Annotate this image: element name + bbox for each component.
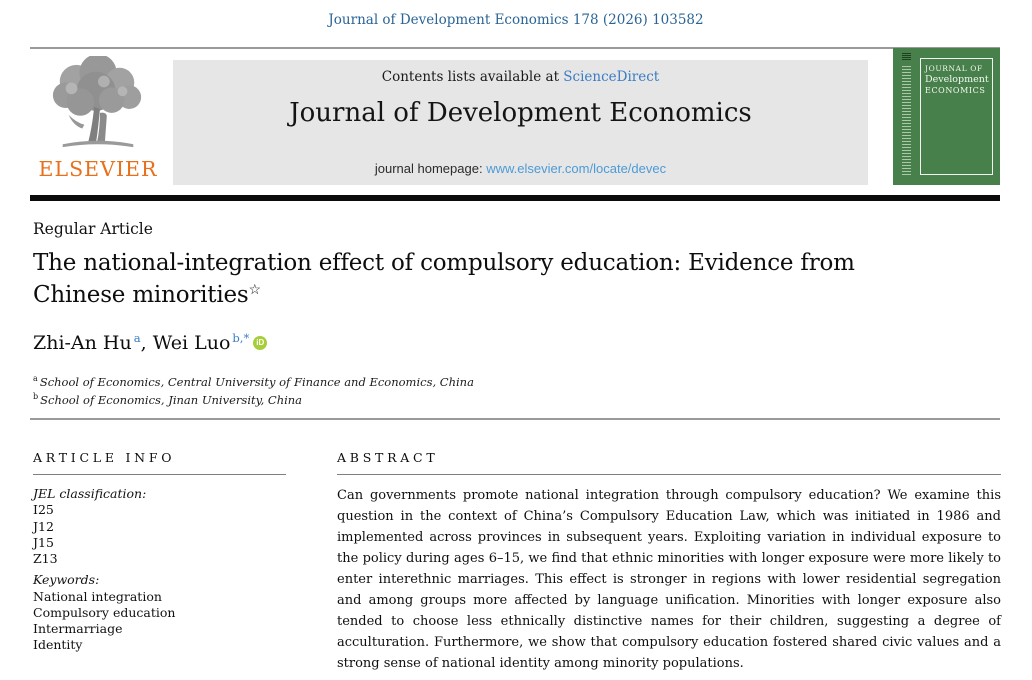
elsevier-wordmark: ELSEVIER [38,157,158,181]
author-separator: , [140,332,153,354]
contents-line [173,60,868,85]
article-info-heading: ARTICLE INFO [33,450,176,465]
abstract-rule [337,474,1001,475]
author-name: Zhi-An Hu [33,332,132,354]
affiliation-mark: b [33,391,39,401]
abstract-heading: ABSTRACT [337,450,439,465]
affiliation-text: School of Economics, Central University of Finance and Economics, China [39,374,474,389]
section-divider [30,418,1000,420]
article-type-label: Regular Article [33,220,153,238]
header-divider-bar [30,195,1000,201]
cover-title-line2: Development [925,74,989,85]
affiliation-line [33,391,474,409]
affiliation-text: School of Economics, Jinan University, China [40,392,303,407]
keyword: Compulsory education [33,604,176,620]
affiliation-mark: a [33,374,38,383]
abstract-text: Can governments promote national integration through compulsory education? We examine this question in the context of China’s Compulsory Education Law, which was initiated in 1986 and implemented across provinces in subsequent years. Exploiting variation in individual exposure to the policy during ages 6–15, we find that ethnic minorities with longer exposure were more likely to enter interethnic marriages. This effect is stronger in regions with lower residential segregation and among groups more affected by language unification. Minorities with longer exposure also tended to choose less ethnically distinctive names for their children, suggesting a degree of acculturation. Furthermore, we show that compulsory education fostered shared civic values and a strong sense of national identity among minority populations. [337,488,1001,671]
abstract-column [337,450,1001,675]
keyword: Identity [33,637,83,653]
article-info-rule [33,474,286,475]
article-title [33,248,913,311]
jel-code: Z13 [33,551,58,566]
journal-homepage-link[interactable]: www.elsevier.com/locate/devec [486,161,667,176]
author-name: Wei Luo [152,332,231,354]
article-info-column [33,450,286,654]
cover-spine-text [902,66,911,177]
author-affiliation-mark: b,* [232,331,250,345]
jel-code: J12 [33,518,54,534]
article-title-text: The national-integration effect of compulsory education: Evidence from Chinese minorities [33,250,855,308]
cover-title-line1: JOURNAL OF [925,64,983,73]
cover-title-box [920,58,993,175]
title-footnote-star[interactable]: ☆ [248,281,261,298]
jel-code: J15 [33,534,54,550]
journal-cover-thumbnail[interactable] [893,48,1000,185]
journal-title: Journal of Development Economics [289,98,752,128]
top-divider [30,47,1000,49]
jel-label: JEL classification: [33,486,147,501]
keyword: National integration [33,588,162,604]
cover-title-line3: ECONOMICS [925,86,986,95]
affiliation-line [33,373,474,391]
affiliations [33,373,474,408]
sciencedirect-link[interactable]: ScienceDirect [563,69,660,85]
jel-code: I25 [33,502,54,518]
keyword: Intermarriage [33,621,123,636]
cover-corner-mark [902,53,911,61]
homepage-prefix: journal homepage: [374,161,487,176]
author-line [33,331,267,354]
orcid-icon[interactable]: iD [253,336,267,350]
author-affiliation-mark: a [133,331,141,345]
keywords-label: Keywords: [33,572,100,588]
elsevier-logo [33,56,163,188]
journal-banner [173,60,868,185]
citation-header-link[interactable]: Journal of Development Economics 178 (2026) 103582 [328,12,704,28]
homepage-line [173,161,868,176]
contents-prefix: Contents lists available at [381,69,564,85]
elsevier-tree-icon [39,56,157,156]
